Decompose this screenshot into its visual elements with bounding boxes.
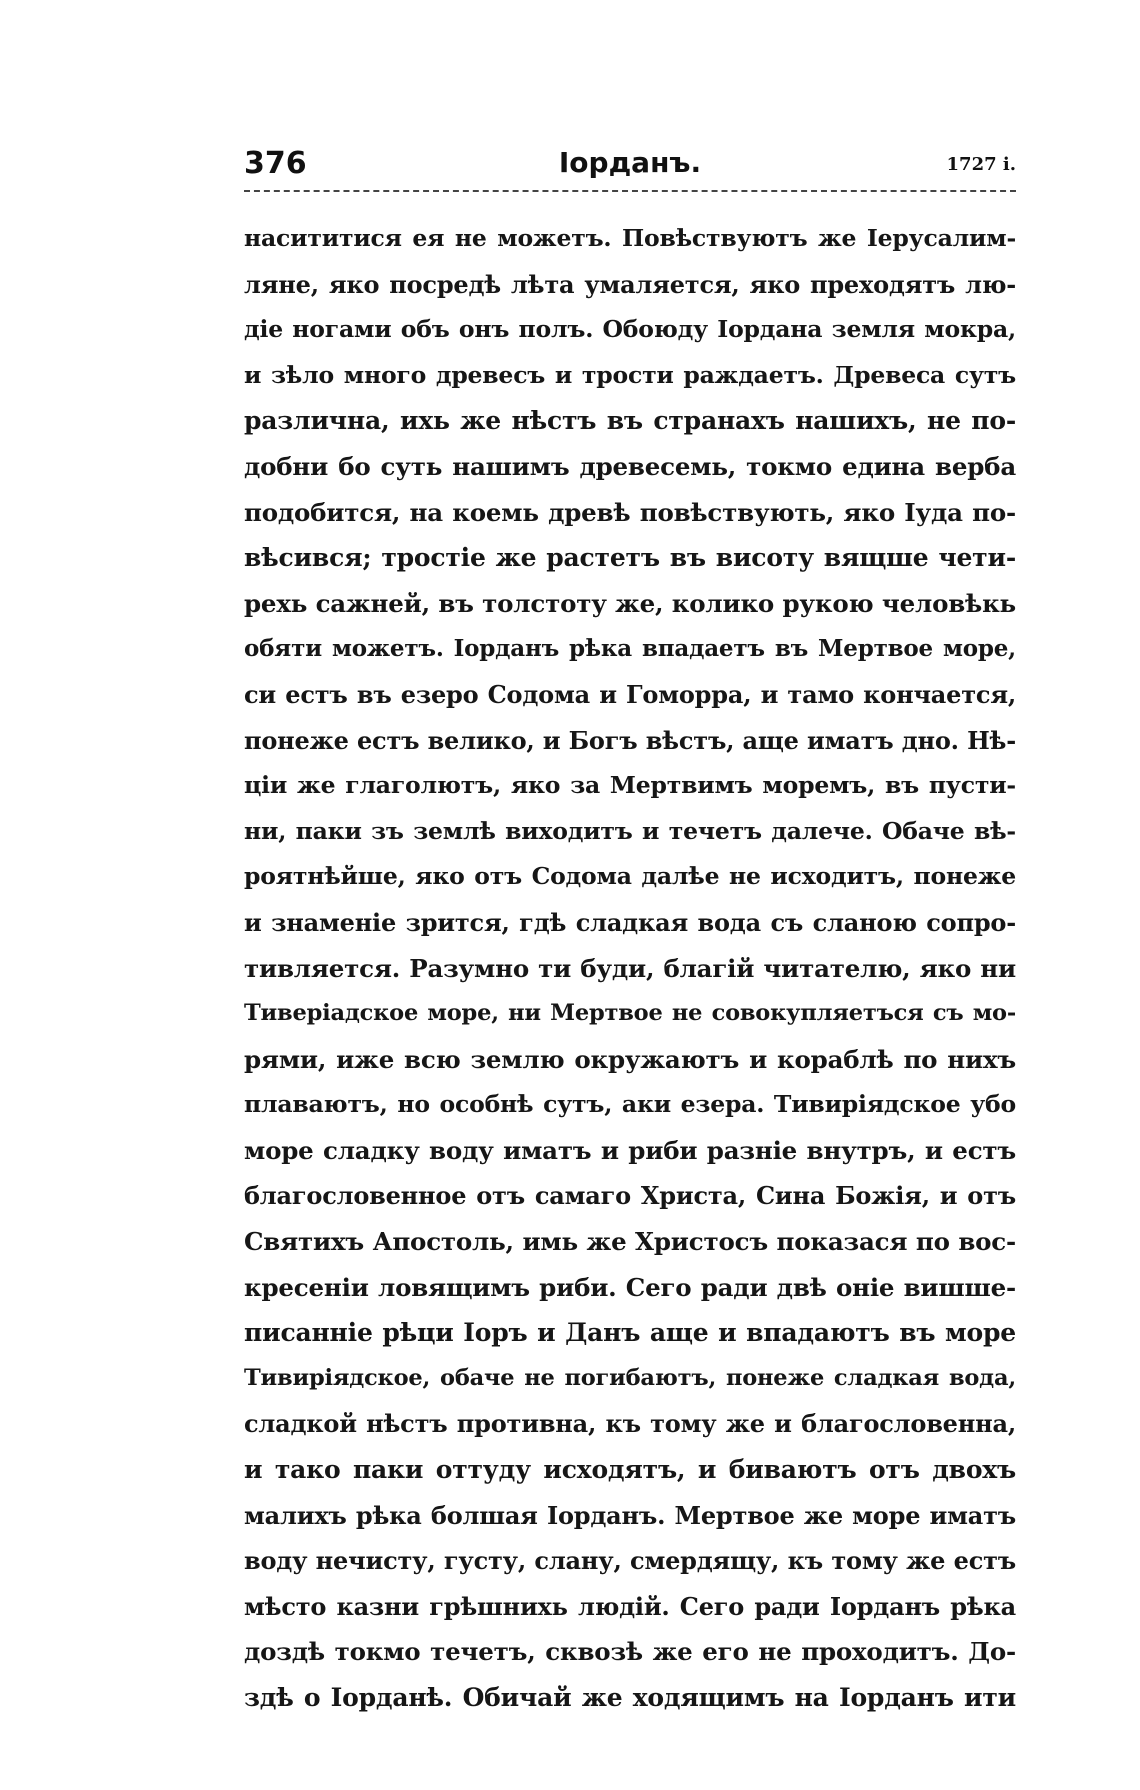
text-line: рями, иже всю землю окружаютъ и кораблѣ по нихъ <box>244 1044 1016 1074</box>
text-line: вѣсився; тростіе же растетъ въ висоту вящше чети- <box>244 543 1016 573</box>
text-line: си естъ въ езеро Содома и Гоморра, и тамо кончается, <box>244 679 1016 709</box>
text-line: доздѣ токмо течетъ, сквозѣ же его не проходитъ. До- <box>244 1637 1016 1667</box>
text-line: добни бо суть нашимъ древесемь, токмо едина верба <box>244 451 1016 481</box>
text-line: и знаменіе зрится, гдѣ сладкая вода съ сланою сопро- <box>244 907 1016 937</box>
text-line: насититися ея не можетъ. Повѣствуютъ же Іерусалим- <box>244 224 1016 252</box>
text-line: понеже естъ велико, и Богъ вѣстъ, аще иматъ дно. Нѣ- <box>244 725 1016 755</box>
text-line: роятнѣйше, яко отъ Содома далѣе не исходитъ, понеже <box>244 862 1016 891</box>
header-rule <box>244 190 1016 192</box>
text-line: воду нечисту, густу, слану, смердящу, къ тому же естъ <box>244 1546 1016 1576</box>
text-line: рехь сажней, въ толстоту же, колико рукою человѣкь <box>244 588 1016 618</box>
page-number: 376 <box>244 146 307 181</box>
text-line: и тако паки оттуду исходятъ, и биваютъ отъ двохъ <box>244 1455 1016 1485</box>
year-marker: 1727 і. <box>946 154 1016 175</box>
text-line: кресеніи ловящимъ риби. Сего ради двѣ оніе вишше- <box>244 1272 1016 1302</box>
text-line: и зѣло много древесъ и трости раждаетъ. Древеса сутъ <box>244 360 1016 389</box>
body-text <box>244 216 1016 1721</box>
text-line: тивляется. Разумно ти буди, благій читателю, яко ни <box>244 953 1016 983</box>
text-line: діе ногами объ онъ полъ. Обоюду Іордана земля мокра, <box>244 315 1016 344</box>
text-line: различна, ихь же нѣстъ въ странахъ нашихъ, не по- <box>244 406 1016 436</box>
text-line: малихъ рѣка болшая Іорданъ. Мертвое же море иматъ <box>244 1500 1016 1530</box>
text-line: море сладку воду иматъ и риби разніе внутръ, и естъ <box>244 1135 1016 1165</box>
text-line: ни, паки зъ землѣ виходитъ и течетъ далече. Обаче вѣ- <box>244 816 1016 845</box>
text-line: обяти можетъ. Іорданъ рѣка впадаетъ въ Мертвое море, <box>244 635 1016 663</box>
text-line: Святихъ Апостоль, имь же Христосъ показася по вос- <box>244 1227 1016 1257</box>
text-line: ляне, яко посредѣ лѣта умаляется, яко преходятъ лю- <box>244 269 1016 299</box>
text-line: здѣ о Іорданѣ. Обичай же ходящимъ на Іорданъ ити <box>244 1683 1016 1712</box>
text-line: подобится, на коемь древѣ повѣствують, яко Іуда по- <box>244 497 1016 527</box>
text-line: писанніе рѣци Іоръ и Данъ аще и впадаютъ въ море <box>244 1318 1016 1348</box>
text-line: сладкой нѣстъ противна, къ тому же и благословенна, <box>244 1409 1016 1439</box>
text-line: благословенное отъ самаго Христа, Сина Божія, и отъ <box>244 1181 1016 1211</box>
text-line: плаваютъ, но особнѣ сутъ, аки езера. Тивиріядское убо <box>244 1090 1016 1119</box>
text-line: Тивиріядское, обаче не погибаютъ, понеже сладкая вода, <box>244 1364 1016 1391</box>
running-title: Іорданъ. <box>558 146 702 179</box>
text-line: ціи же глаголютъ, яко за Мертвимъ моремъ, въ пусти- <box>244 771 1016 800</box>
page-header <box>244 146 1016 190</box>
text-line: Тиверіадское море, ни Мертвое не совокупляетъся съ мо- <box>244 1000 1016 1027</box>
text-line: мѣсто казни грѣшнихь людій. Сего ради Іорданъ рѣка <box>244 1591 1016 1621</box>
